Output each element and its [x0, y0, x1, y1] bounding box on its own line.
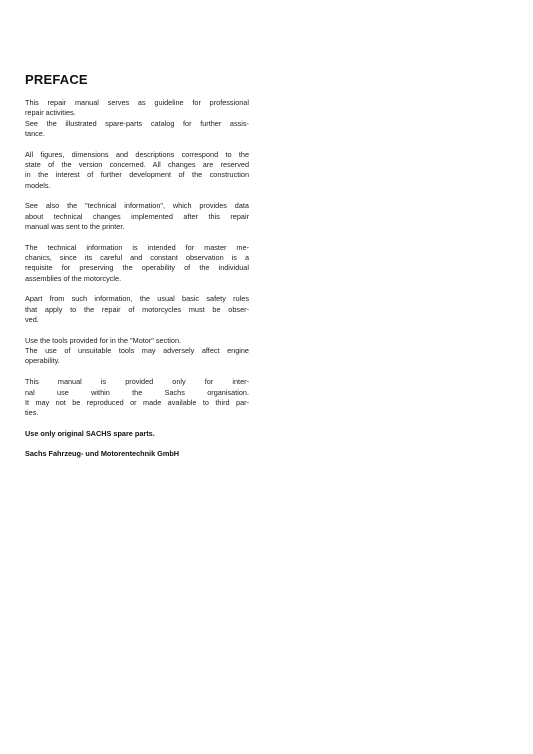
paragraph-technical-info: [25, 201, 249, 232]
text-line: manual was sent to the printer.: [25, 221, 125, 231]
preface-body: [25, 98, 249, 470]
text-line: in the interest of further development of the construction: [25, 170, 249, 180]
text-line: that apply to the repair of motorcycles must be obser-: [25, 304, 249, 314]
text-line: All figures, dimensions and descriptions correspond to the: [25, 149, 249, 159]
text-line: The technical information is intended for master me-: [25, 242, 249, 252]
text-line: about technical changes implemented after this repair: [25, 211, 249, 221]
text-line: requisite for preserving the operability of the individual: [25, 263, 249, 273]
notice-text: Use only original SACHS spare parts.: [25, 428, 155, 438]
text-line: ved.: [25, 315, 39, 325]
text-line: ties.: [25, 408, 39, 418]
text-line: assemblies of the motorcycle.: [25, 273, 122, 283]
spare-parts-notice: [25, 429, 249, 439]
text-line: Apart from such information, the usual basic safety rules: [25, 294, 249, 304]
paragraph-tools: [25, 336, 249, 367]
text-line: It may not be reproduced or made available to third par-: [25, 397, 249, 407]
company-name: Sachs Fahrzeug- und Motorentechnik GmbH: [25, 449, 180, 459]
paragraph-master-mechanics: [25, 243, 249, 284]
paragraph-safety-rules: [25, 294, 249, 325]
page-title: PREFACE: [25, 72, 88, 87]
text-line: See the illustrated spare-parts catalog for further assis-: [25, 118, 249, 128]
text-line: See also the "technical information", which provides data: [25, 201, 249, 211]
text-line: models.: [25, 180, 51, 190]
text-line: The use of unsuitable tools may adversely affect engine: [25, 346, 249, 356]
company-signature: [25, 449, 249, 459]
text-line: operability.: [25, 356, 60, 366]
paragraph-purpose: [25, 98, 249, 139]
text-line: state of the version concerned. All changes are reserved: [25, 159, 249, 169]
text-line: tance.: [25, 128, 45, 138]
text-line: repair activities.: [25, 108, 76, 118]
text-line: This repair manual serves as guideline for professional: [25, 98, 249, 107]
paragraph-figures: [25, 150, 249, 191]
text-line: chanics, since its careful and constant observation is a: [25, 253, 249, 263]
paragraph-internal-use: [25, 377, 249, 418]
text-line: Use the tools provided for in the "Motor" section.: [25, 335, 182, 345]
text-line: This manual is provided only for inter-: [25, 377, 249, 387]
text-line: nal use within the Sachs organisation.: [25, 387, 249, 397]
